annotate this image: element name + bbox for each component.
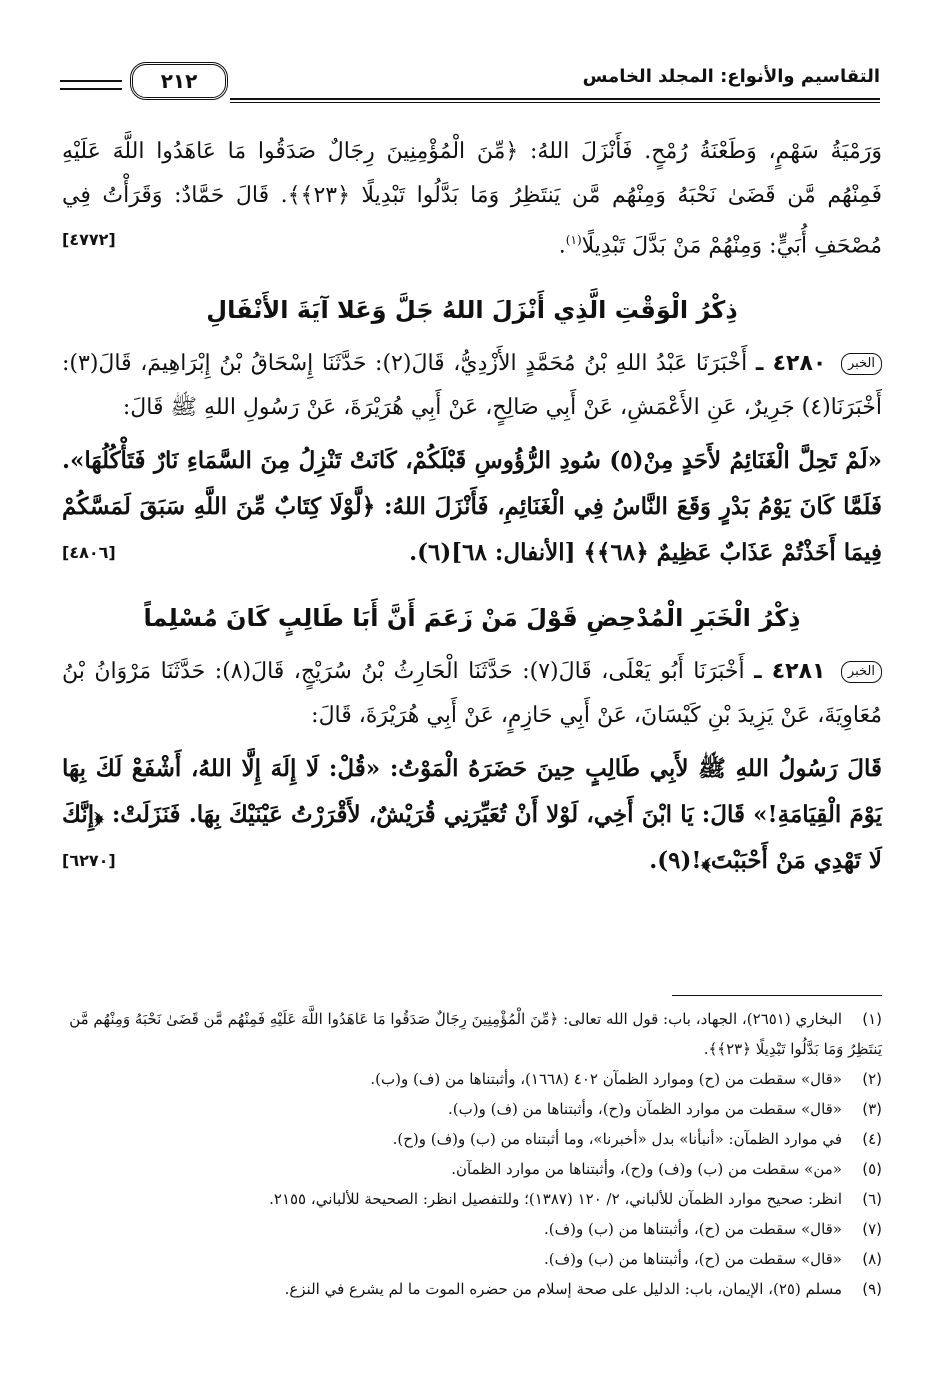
footnotes: [62, 995, 882, 1304]
footnote-number: (٨): [862, 1250, 882, 1268]
book-title: التقاسيم والأنواع: المجلد الخامس: [582, 66, 880, 87]
footnote-number: (٤): [862, 1130, 882, 1148]
hadith-isnad: [62, 342, 882, 430]
page-number: ٢١٢: [130, 62, 228, 100]
hadith-matn: [62, 746, 882, 884]
page-header: [60, 60, 880, 108]
footnote-item: [62, 1094, 882, 1124]
hadith-isnad: [62, 650, 882, 738]
footnote-number: (١): [862, 1010, 882, 1028]
footnote-number: (٩): [862, 1280, 882, 1298]
footnote-rule: [672, 995, 882, 996]
footnote-text: مسلم (٢٥)، الإيمان، باب: الدليل على صحة إسلام من حضره الموت ما لم يشرع في النزع.: [284, 1280, 842, 1298]
footnote-text: البخاري (٢٦٥١)، الجهاد، باب: قول الله تعالى: ﴿مِّنَ الْمُؤْمِنِينَ رِجَالٌ صَدَقُوا مَا عَاهَدُوا اللَّهَ عَلَيْهِ فَمِنْهُم مَّن قَضَىٰ نَحْبَهُ وَمِنْهُم مَّن يَنتَظِرُ وَمَا بَدَّلُوا تَبْدِيلًا ﴿٢٣﴾﴾.: [69, 1010, 882, 1058]
isnad-text: أَخْبَرَنَا أَبُو يَعْلَى، قَالَ(٧): حَدَّثَنَا الْحَارِثُ بْنُ سُرَيْجٍ، قَالَ(٨): حَدَّثَنَا مَرْوَانُ بْنُ مُعَاوِيَةَ، عَنْ يَزِيدَ بْنِ كَيْسَانَ، عَنْ أَبِي حَازِمٍ، عَنْ أَبِي هُرَيْرَةَ، قَالَ:: [62, 659, 882, 729]
footnote-item: [62, 1184, 882, 1214]
footnote-text: «قال» سقطت من موارد الظمآن و(ح)، وأثبتناها من (ف) و(ب).: [448, 1100, 842, 1118]
footnote-item: [62, 1154, 882, 1184]
hadith-reference: [٤٨٠٦]: [62, 543, 116, 563]
footnote-text: «قال» سقطت من (ح) وموارد الظمآن ٤٠٢ (١٦٦٨)، وأثبتناها من (ف) و(ب).: [370, 1070, 842, 1088]
hadith-reference: [٤٧٧٢]: [62, 230, 116, 249]
continued-hadith-text: وَرَمْيَةُ سَهْمٍ، وَطَعْنَةُ رُمْحٍ. فَأَنْزَلَ اللهُ: ﴿مِّنَ الْمُؤْمِنِينَ رِجَالٌ صَدَقُوا مَا عَاهَدُوا اللَّهَ عَلَيْهِ فَمِنْهُم مَّن قَضَىٰ نَحْبَهُ وَمِنْهُم مَّن يَنتَظِرُ وَمَا بَدَّلُوا تَبْدِيلًا ﴿٢٣﴾﴾. قَالَ حَمَّادٌ: وَقَرَأْتُ فِي مُصْحَفِ أُبَيٍّ: وَمِنْهُمْ مَنْ بَدَّلَ تَبْدِيلًا: [62, 139, 882, 259]
header-ornament: [60, 80, 122, 90]
footnote-item: [62, 1004, 882, 1064]
continued-hadith: وَرَمْيَةُ سَهْمٍ، وَطَعْنَةُ رُمْحٍ. فَأَنْزَلَ اللهُ: ﴿مِّنَ الْمُؤْمِنِينَ رِجَالٌ صَدَقُوا مَا عَاهَدُوا اللَّهَ عَلَيْهِ فَمِنْهُم مَّن قَضَىٰ نَحْبَهُ وَمِنْهُم مَّن يَنتَظِرُ وَمَا بَدَّلُوا تَبْدِيلًا ﴿٢٣﴾﴾. قَالَ حَمَّادٌ: وَقَرَأْتُ فِي مُصْحَفِ أُبَيٍّ: وَمِنْهُمْ مَنْ بَدَّلَ تَبْدِيلًا$^{(١)}$. [٤٧٧٢]: [62, 130, 882, 268]
section-heading: ذِكْرُ الْوَقْتِ الَّذِي أَنْزَلَ اللهُ جَلَّ وَعَلا آيَةَ الأَنْفَالِ: [206, 296, 738, 325]
footnote-item: [62, 1244, 882, 1274]
section-heading: ذِكْرُ الْخَبَرِ الْمُدْحِضِ قَوْلَ مَنْ زَعَمَ أَنَّ أَبَا طَالِبٍ كَانَ مُسْلِماً: [143, 604, 801, 633]
footnote-text: انظر: صحيح موارد الظمآن للألباني، ٢/ ١٢٠ (١٣٨٧)؛ وللتفصيل انظر: الصحيحة للألباني، ٢١٥٥.: [269, 1190, 842, 1208]
footnote-number: (٧): [862, 1220, 882, 1238]
footnote-text: «من» سقطت من (ب) و(ف) و(ح)، وأثبتناها من موارد الظمآن.: [451, 1160, 842, 1178]
khabar-badge: الخبر: [841, 353, 882, 375]
footnote-text: في موارد الظمآن: «أنبأنا» بدل «أخبرنا»، وما أثبتناه من (ب) و(ف) و(ح).: [392, 1130, 842, 1148]
footnote-item: [62, 1124, 882, 1154]
footnote-text: «قال» سقطت من (ح)، وأثبتناها من (ب) و(ف).: [543, 1220, 842, 1238]
footnote-number: (٦): [862, 1190, 882, 1208]
footnote-number: (٥): [862, 1160, 882, 1178]
hadith-matn: [62, 438, 882, 576]
isnad-text: أَخْبَرَنَا عَبْدُ اللهِ بْنُ مُحَمَّدٍ الأَزْدِيُّ، قَالَ(٢): حَدَّثَنَا إِسْحَاقُ بْنُ إِبْرَاهِيمَ، قَالَ(٣): أَخْبَرَنَا(٤) جَرِيرٌ، عَنِ الأَعْمَشِ، عَنْ أَبِي صَالِحٍ، عَنْ أَبِي هُرَيْرَةَ، عَنْ رَسُولِ اللهِ ﷺ قَالَ:: [62, 351, 882, 421]
footnote-item: [62, 1214, 882, 1244]
footnote-item: [62, 1274, 882, 1304]
footnote-text: «قال» سقطت من (ح)، وأثبتناها من (ب) و(ف).: [543, 1250, 842, 1268]
footnote-item: [62, 1064, 882, 1094]
matn-text: قَالَ رَسُولُ اللهِ ﷺ لأَبِي طَالِبٍ حِينَ حَضَرَهُ الْمَوْتُ: «قُلْ: لَا إِلَهَ إِلَّا اللهُ، أَشْفَعْ لَكَ بِهَا يَوْمَ الْقِيَامَةِ!» قَالَ: يَا ابْنَ أَخِي، لَوْلا أَنْ تُعَيِّرَنِي قُرَيْشٌ، لأَقْرَرْتُ عَيْنَيْكَ بِهَا. فَنَزَلَتْ: ﴿إِنَّكَ لَا تَهْدِي مَنْ أَحْبَبْتَ﴾!(٩).: [62, 755, 882, 875]
khabar-badge: الخبر: [841, 661, 882, 683]
footnote-mark: (١): [565, 233, 582, 247]
footnote-number: (٣): [862, 1100, 882, 1118]
matn-text: «لَمْ تَحِلَّ الْغَنَائِمُ لأَحَدٍ مِنْ(٥) سُودِ الرُّؤُوسِ قَبْلَكُمْ، كَانَتْ تَنْزِلُ مِنَ السَّمَاءِ نَارٌ فَتَأْكُلُهَا». فَلَمَّا كَانَ يَوْمُ بَدْرٍ وَقَعَ النَّاسُ فِي الْغَنَائِمِ، فَأَنْزَلَ اللهُ: ﴿لَّوْلَا كِتَابٌ مِّنَ اللَّهِ سَبَقَ لَمَسَّكُمْ فِيمَا أَخَذْتُمْ عَذَابٌ عَظِيمٌ ﴿٦٨﴾﴾ [الأنفال: ٦٨](٦).: [62, 447, 882, 567]
hadith-number: ٤٢٨٠ ـ: [755, 351, 827, 377]
footnote-number: (٢): [862, 1070, 882, 1088]
hadith-number: ٤٢٨١ ـ: [754, 659, 826, 685]
main-text: [62, 130, 882, 884]
header-rule: [230, 98, 880, 103]
hadith-reference: [٦٢٧٠]: [62, 851, 116, 871]
